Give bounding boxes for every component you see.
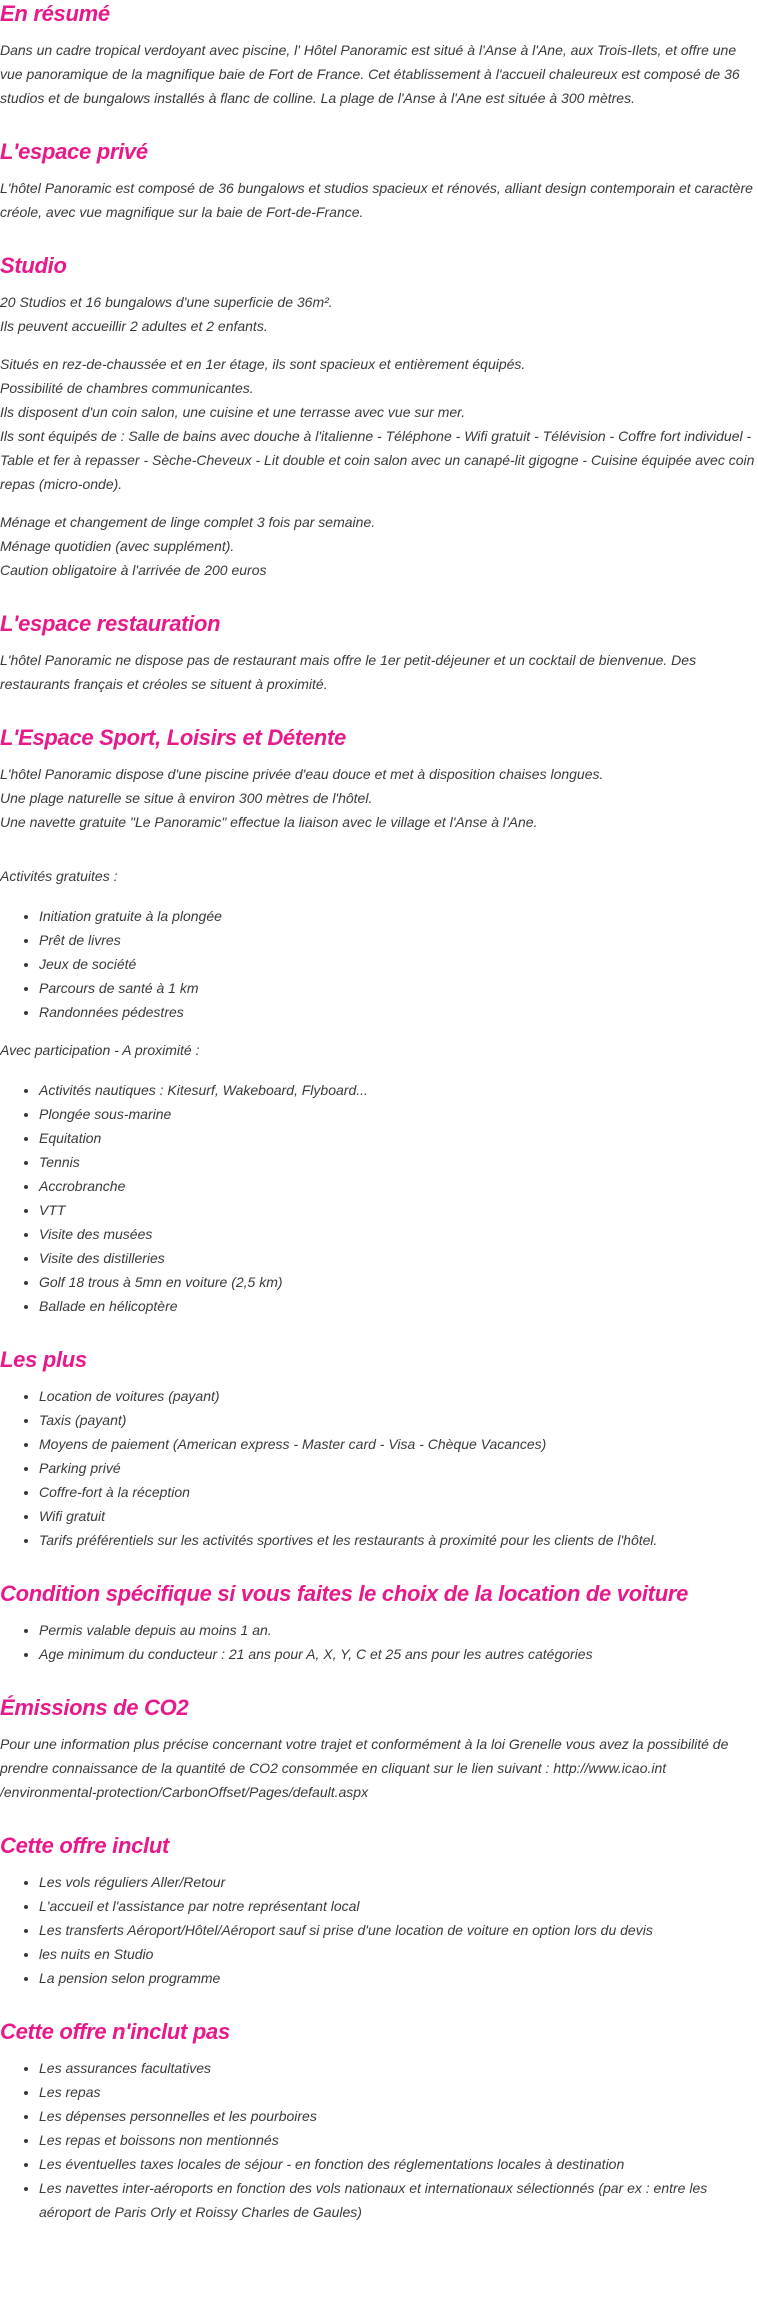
list-item: • L'accueil et l'assistance par notre représentant local: [39, 1894, 758, 1918]
studio-block-equipment: [0, 352, 758, 496]
list-item: • La pension selon programme: [39, 1966, 758, 1990]
list-item: • Taxis (payant): [39, 1408, 758, 1432]
section-emissions-co2: [0, 1694, 758, 1804]
studio-line: Ils peuvent accueillir 2 adultes et 2 enfants.: [0, 318, 268, 334]
list-item: • Permis valable depuis au moins 1 an.: [39, 1618, 758, 1642]
list-item: • VTT: [39, 1198, 758, 1222]
list-item: • Parking privé: [39, 1456, 758, 1480]
les-plus-list: [0, 1384, 758, 1552]
paid-activities-list: [0, 1078, 758, 1318]
section-title-studio: Studio: [0, 253, 67, 278]
section-title-offre-inclut: Cette offre inclut: [0, 1833, 169, 1858]
list-item: • Les repas et boissons non mentionnés: [39, 2128, 758, 2152]
section-title-emissions-co2: Émissions de CO2: [0, 1695, 189, 1720]
studio-line: Ménage et changement de linge complet 3 fois par semaine.: [0, 514, 376, 530]
studio-line: Ménage quotidien (avec supplément).: [0, 538, 235, 554]
list-item: • Moyens de paiement (American express - Master card - Visa - Chèque Vacances): [39, 1432, 758, 1456]
sport-line: L'hôtel Panoramic dispose d'une piscine privée d'eau douce et met à disposition chaises longues.: [0, 766, 604, 782]
section-title-sport-loisirs: L'Espace Sport, Loisirs et Détente: [0, 725, 346, 750]
free-activities-list: [0, 904, 758, 1024]
condition-list: [0, 1618, 758, 1666]
spacer: [0, 834, 758, 864]
list-item: • Tennis: [39, 1150, 758, 1174]
list-item: • Randonnées pédestres: [39, 1000, 758, 1024]
studio-line: 20 Studios et 16 bungalows d'une superficie de 36m².: [0, 294, 333, 310]
section-title-les-plus: Les plus: [0, 1347, 87, 1372]
studio-block-capacity: [0, 290, 758, 338]
sport-line: Une navette gratuite "Le Panoramic" effectue la liaison avec le village et l'Anse à l'Ane.: [0, 814, 538, 830]
studio-line: Caution obligatoire à l'arrivée de 200 euros: [0, 562, 267, 578]
list-item: • Prêt de livres: [39, 928, 758, 952]
section-studio: [0, 252, 758, 582]
list-item: • Les navettes inter-aéroports en fonction des vols nationaux et internationaux sélectionnés (par ex : entre les aéroport de Paris Orly et Roissy Charles de Gaules): [39, 2176, 758, 2224]
list-item: • Visite des distilleries: [39, 1246, 758, 1270]
section-title-espace-prive: L'espace privé: [0, 139, 148, 164]
section-sport-loisirs: [0, 724, 758, 1318]
section-title-offre-exclut: Cette offre n'inclut pas: [0, 2019, 230, 2044]
list-item: • Les dépenses personnelles et les pourboires: [39, 2104, 758, 2128]
list-item: • Les vols réguliers Aller/Retour: [39, 1870, 758, 1894]
list-item: • Activités nautiques : Kitesurf, Wakeboard, Flyboard...: [39, 1078, 758, 1102]
offre-inclut-list: [0, 1870, 758, 1990]
section-title-resume: En résumé: [0, 1, 110, 26]
list-item: • Coffre-fort à la réception: [39, 1480, 758, 1504]
section-offre-inclut: [0, 1832, 758, 1990]
list-item: • Accrobranche: [39, 1174, 758, 1198]
co2-text: Pour une information plus précise concernant votre trajet et conformément à la loi Grenelle vous avez la possibilité de prendre connaissance de la quantité de CO2 consommée en cliquant sur le lien suivant : http://www.icao.int /environmental-protection/CarbonOffset/Pages/default.aspx: [0, 1736, 729, 1800]
espace-prive-text: L'hôtel Panoramic est composé de 36 bungalows et studios spacieux et rénovés, alliant design contemporain et caractère créole, avec vue magnifique sur la baie de Fort-de-France.: [0, 180, 753, 220]
section-les-plus: [0, 1346, 758, 1552]
list-item: • Wifi gratuit: [39, 1504, 758, 1528]
list-item: • Age minimum du conducteur : 21 ans pour A, X, Y, C et 25 ans pour les autres catégories: [39, 1642, 758, 1666]
list-item: • Les assurances facultatives: [39, 2056, 758, 2080]
list-item: • Initiation gratuite à la plongée: [39, 904, 758, 928]
free-activities-label: Activités gratuites :: [0, 868, 118, 884]
paid-activities-label: Avec participation - A proximité :: [0, 1042, 200, 1058]
list-item: • Tarifs préférentiels sur les activités sportives et les restaurants à proximité pour les clients de l'hôtel.: [39, 1528, 758, 1552]
list-item: • Les transferts Aéroport/Hôtel/Aéroport sauf si prise d'une location de voiture en option lors du devis: [39, 1918, 758, 1942]
sport-intro: [0, 762, 758, 834]
section-restauration: [0, 610, 758, 696]
section-title-restauration: L'espace restauration: [0, 611, 221, 636]
list-item: • Ballade en hélicoptère: [39, 1294, 758, 1318]
studio-line: Situés en rez-de-chaussée et en 1er étage, ils sont spacieux et entièrement équipés.: [0, 356, 526, 372]
offre-exclut-list: [0, 2056, 758, 2224]
section-condition-location: [0, 1580, 758, 1666]
list-item: • Parcours de santé à 1 km: [39, 976, 758, 1000]
list-item: • Les éventuelles taxes locales de séjour - en fonction des réglementations locales à destination: [39, 2152, 758, 2176]
list-item: • Golf 18 trous à 5mn en voiture (2,5 km): [39, 1270, 758, 1294]
list-item: • Equitation: [39, 1126, 758, 1150]
section-resume: [0, 0, 758, 110]
section-espace-prive: [0, 138, 758, 224]
restauration-text: L'hôtel Panoramic ne dispose pas de restaurant mais offre le 1er petit-déjeuner et un cocktail de bienvenue. Des restaurants français et créoles se situent à proximité.: [0, 652, 697, 692]
studio-line: Ils sont équipés de : Salle de bains avec douche à l'italienne - Téléphone - Wifi gratuit - Télévision - Coffre fort individuel - Table et fer à repasser - Sèche-Cheveux - Lit double et coin salon avec un canapé-lit gigogne - Cuisine équipée avec coin repas (micro-onde).: [0, 428, 755, 492]
studio-line: Possibilité de chambres communicantes.: [0, 380, 254, 396]
section-offre-exclut: [0, 2018, 758, 2224]
list-item: • Les repas: [39, 2080, 758, 2104]
list-item: • Location de voitures (payant): [39, 1384, 758, 1408]
list-item: • Plongée sous-marine: [39, 1102, 758, 1126]
sport-line: Une plage naturelle se situe à environ 300 mètres de l'hôtel.: [0, 790, 373, 806]
list-item: • les nuits en Studio: [39, 1942, 758, 1966]
studio-line: Ils disposent d'un coin salon, une cuisine et une terrasse avec vue sur mer.: [0, 404, 466, 420]
list-item: • Jeux de société: [39, 952, 758, 976]
section-title-condition-location: Condition spécifique si vous faites le choix de la location de voiture: [0, 1581, 689, 1606]
resume-text: Dans un cadre tropical verdoyant avec piscine, l' Hôtel Panoramic est situé à l'Anse à l'Ane, aux Trois-Ilets, et offre une vue panoramique de la magnifique baie de Fort de France. Cet établissement à l'accueil chaleureux est composé de 36 studios et de bungalows installés à flanc de colline. La plage de l'Anse à l'Ane est située à 300 mètres.: [0, 42, 740, 106]
studio-block-housekeeping: [0, 510, 758, 582]
list-item: • Visite des musées: [39, 1222, 758, 1246]
